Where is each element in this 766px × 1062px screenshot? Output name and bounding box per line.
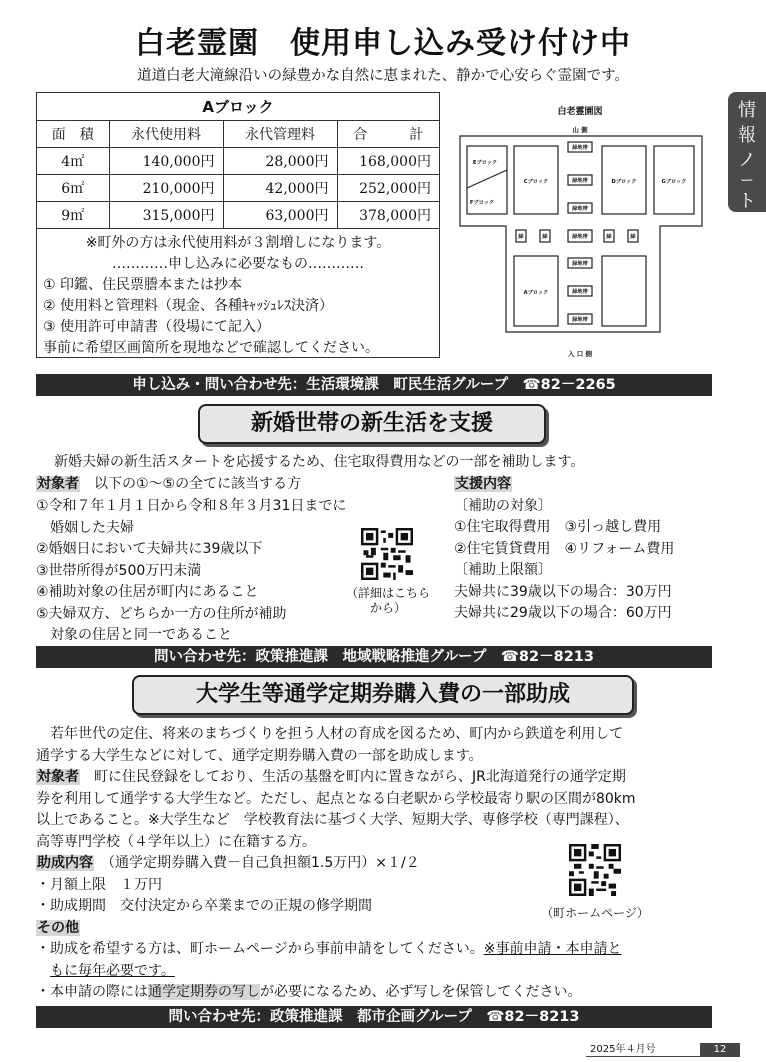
note-line: ② 使用料と管理料（現金、各種ｷｬｯｼｭﾚｽ決済）	[43, 297, 333, 314]
newlywed-target	[36, 474, 301, 496]
note-line: 事前に希望区画箇所を現地などで確認してください。	[43, 339, 379, 356]
aid-text: （通学定期券購入費－自己負担額1.5万円）×１/２	[108, 855, 420, 871]
condition-line: 婚姻した夫婦	[36, 519, 134, 536]
map-label-d: Dブロック	[611, 179, 637, 185]
side-tab-info-note	[728, 92, 766, 212]
application-notes	[37, 229, 439, 359]
map-divider	[467, 170, 507, 188]
aid-item: ・助成期間 交付決定から卒業までの正規の修学期間	[36, 898, 372, 914]
qr-caption-line: （詳細はこちら	[345, 586, 430, 600]
cell-area: 6㎡	[37, 174, 109, 201]
cell-mgmt-fee: 63,000円	[223, 201, 337, 228]
intro-line: 通学する大学生などに対して、通学定期券購入費の一部を助成します。	[36, 747, 483, 764]
cell-use-fee: 210,000円	[109, 174, 223, 201]
map-green-small: 緑	[630, 234, 636, 240]
col-header-use-fee: 永代使用料	[109, 120, 223, 147]
student-aid	[36, 853, 420, 939]
side-tab-char: 報	[738, 125, 756, 146]
table-row	[37, 201, 439, 228]
aid-item: ・月額上限 １万円	[36, 876, 162, 893]
side-tab-char: ト	[738, 191, 756, 212]
cell-mgmt-fee: 42,000円	[223, 174, 337, 201]
target-text: 以下の①～⑤の全てに該当する方	[94, 476, 302, 492]
map-label-e: Eブロック	[472, 160, 498, 166]
map-label-c: Cブロック	[523, 179, 549, 185]
col-header-area: 面 積	[37, 120, 109, 147]
cell-area: 4㎡	[37, 147, 109, 174]
table-row	[37, 147, 439, 174]
other-text: ・本申請の際には	[36, 984, 148, 1000]
map-green-label: 緑地帯	[572, 206, 588, 212]
cell-total: 252,000円	[337, 174, 439, 201]
map-block-unnamed	[602, 256, 646, 326]
page-subtitle: 道道白老大滝線沿いの緑豊かな自然に恵まれた、静かで心安らぐ霊園です。	[137, 68, 629, 84]
side-tab-char: 情	[738, 100, 756, 121]
cell-total: 168,000円	[337, 147, 439, 174]
map-green-label: 緑地帯	[572, 261, 588, 267]
support-line: ①住宅取得費用 ③引っ越し費用	[454, 519, 662, 535]
target-line: 町に住民登録をしており、生活の基盤を町内に置きながら、JR北海道発行の通学定期	[94, 769, 626, 785]
page-number: 12	[700, 1043, 740, 1057]
cell-use-fee: 315,000円	[109, 201, 223, 228]
map-green-label: 緑地帯	[572, 234, 588, 240]
target-line: 以上であること。※大学生など 学校教育法に基づく大学、短期大学、専修学校（専門課程）、	[36, 812, 629, 828]
support-line: ②住宅賃貸費用 ④リフォーム費用	[454, 540, 675, 557]
cell-area: 9㎡	[37, 201, 109, 228]
note-line: …………申し込みに必要なもの…………	[112, 255, 364, 272]
map-green-small: 緑	[606, 234, 612, 240]
map-green-label: 緑地帯	[572, 178, 588, 184]
map-green-label: 緑地帯	[572, 145, 588, 151]
col-header-total: 合 計	[337, 120, 439, 147]
other-note-underlined: もに毎年必要です。	[50, 962, 175, 979]
support-label: 支援内容	[455, 476, 511, 492]
newlywed-heading: 新婚世帯の新生活を支援	[198, 404, 546, 444]
other-label: その他	[37, 919, 79, 936]
support-line: 夫婦共に39歳以下の場合：30万円	[454, 583, 672, 600]
student-target	[36, 767, 636, 853]
other-text: が必要になるため、必ず写しを保管してください。	[260, 984, 582, 1000]
target-label: 対象者	[37, 769, 79, 785]
note-line: ③ 使用許可申請書（役場にて記入）	[43, 318, 271, 335]
condition-line: ④補助対象の住居が町内にあること	[36, 584, 259, 600]
page-title: 白老霊園 使用申し込み受け付け中	[135, 26, 631, 61]
support-line: 夫婦共に29歳以下の場合：60万円	[454, 605, 672, 621]
map-bottom-label: 入 口 側	[567, 350, 593, 358]
aid-label: 助成内容	[37, 855, 93, 871]
student-contact-bar: 問い合わせ先：政策推進課 都市企画グループ ☎82－8213	[36, 1006, 712, 1028]
newlywed-intro: 新婚夫婦の新生活スタートを応援するため、住宅取得費用などの一部を補助します。	[54, 454, 585, 470]
target-line: 券を利用して通学する大学生など。ただし、起点となる白老駅から学校最寄り駅の区間が80km	[36, 790, 636, 807]
footer	[586, 1043, 740, 1057]
newlywed-qr-code[interactable]	[361, 528, 413, 580]
condition-line: ⑤夫婦双方、どちらか一方の住所が補助	[36, 605, 287, 622]
cemetery-map	[446, 92, 714, 364]
map-green-small: 緑	[518, 234, 524, 240]
col-header-mgmt-fee: 永代管理料	[223, 120, 337, 147]
student-heading: 大学生等通学定期券購入費の一部助成	[132, 675, 634, 715]
student-intro	[36, 724, 623, 767]
other-note-underlined: ※事前申請・本申請と	[483, 941, 622, 957]
newlywed-conditions	[36, 496, 346, 647]
map-title: 白老霊園図	[557, 107, 603, 117]
target-label: 対象者	[37, 476, 79, 492]
student-qr-caption: （町ホームページ）	[541, 906, 649, 920]
map-green-small: 緑	[542, 234, 548, 240]
note-line: ① 印鑑、住民票謄本または抄本	[43, 276, 243, 293]
student-other	[36, 939, 621, 1004]
map-label-a: Aブロック	[523, 290, 549, 296]
newlywed-contact-bar: 問い合わせ先：政策推進課 地域戦略推進グループ ☎82－8213	[36, 646, 712, 668]
issue-date: 2025年４月号	[590, 1044, 656, 1055]
newlywed-support	[454, 474, 674, 625]
target-line: 高等専門学校（４学年以上）に在籍する方。	[36, 833, 316, 850]
map-green-label: 緑地帯	[572, 317, 588, 323]
condition-line: ①令和７年１月１日から令和８年３月31日までに	[36, 498, 347, 514]
side-tab-char: ノ	[738, 150, 756, 171]
student-qr-code[interactable]	[569, 844, 621, 896]
cell-total: 378,000円	[337, 201, 439, 228]
side-tab-char: ー	[740, 173, 754, 189]
other-text: ・助成を希望する方は、町ホームページから事前申請をしてください。	[36, 941, 484, 957]
condition-line: ②婚姻日において夫婦共に39歳以下	[36, 541, 263, 557]
table-row	[37, 174, 439, 201]
highlight-pass-copy: 通学定期券の写し	[148, 984, 260, 1000]
cell-mgmt-fee: 28,000円	[223, 147, 337, 174]
cemetery-contact-bar: 申し込み・問い合わせ先：生活環境課 町民生活グループ ☎82－2265	[36, 374, 712, 396]
map-label-f: Fブロック	[469, 200, 495, 206]
support-line: 〔補助の対象〕	[454, 497, 552, 514]
map-top-label: 山 側	[572, 126, 588, 134]
support-line: 〔補助上限額〕	[454, 562, 552, 578]
qr-caption-line: から）	[369, 601, 406, 615]
note-line: ※町外の方は永代使用料が３割増しになります。	[85, 234, 391, 251]
condition-line: ③世帯所得が500万円未満	[36, 562, 202, 579]
intro-line: 若年世代の定住、将来のまちづくりを担う人材の育成を図るため、町内から鉄道を利用して	[36, 726, 624, 742]
cell-use-fee: 140,000円	[109, 147, 223, 174]
cemetery-price-box	[36, 92, 440, 358]
map-green-label: 緑地帯	[572, 289, 588, 295]
condition-line: 対象の住居と同一であること	[36, 627, 232, 643]
map-label-g: Gブロック	[661, 179, 687, 185]
newlywed-qr-caption	[342, 586, 434, 616]
block-title: Aブロック	[37, 93, 439, 120]
price-table	[37, 93, 439, 229]
